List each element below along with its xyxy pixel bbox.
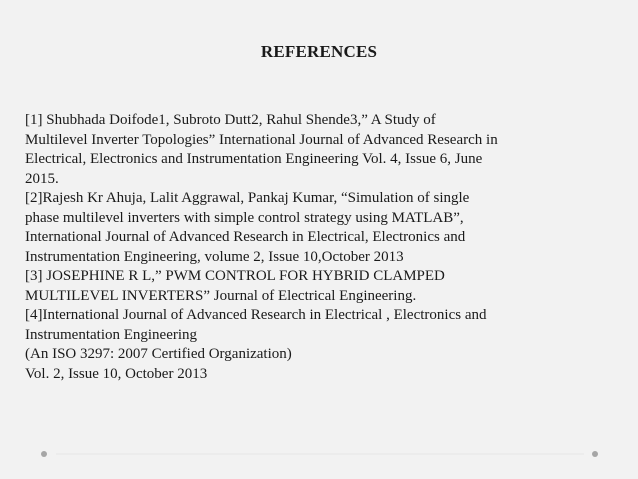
reference-line: Instrumentation Engineering, volume 2, Issue 10,October 2013	[25, 248, 404, 265]
reference-line: [1] Shubhada Doifode1, Subroto Dutt2, Rahul Shende3,” A Study of	[25, 112, 436, 128]
reference-line: (An ISO 3297: 2007 Certified Organization)	[25, 346, 292, 362]
reference-line: 2015.	[25, 170, 59, 187]
reference-line: phase multilevel inverters with simple control strategy using MATLAB”,	[25, 209, 464, 226]
reference-line: [2]Rajesh Kr Ahuja, Lalit Aggrawal, Pankaj Kumar, “Simulation of single	[25, 190, 470, 206]
reference-line: Vol. 2, Issue 10, October 2013	[25, 365, 208, 382]
reference-line: International Journal of Advanced Research in Electrical, Electronics and	[25, 229, 466, 245]
footer-dot-right-icon	[592, 451, 598, 457]
reference-line: Multilevel Inverter Topologies” International Journal of Advanced Research in	[25, 131, 498, 148]
reference-line: MULTILEVEL INVERTERS” Journal of Electrical Engineering.	[25, 287, 417, 304]
footer-divider	[56, 453, 584, 455]
footer-dot-left-icon	[41, 451, 47, 457]
references-list	[25, 111, 620, 384]
reference-line: Instrumentation Engineering	[25, 326, 198, 343]
reference-line: [4]International Journal of Advanced Research in Electrical , Electronics and	[25, 307, 487, 323]
slide-title: REFERENCES	[260, 42, 378, 61]
reference-line: Electrical, Electronics and Instrumentation Engineering Vol. 4, Issue 6, June	[25, 151, 483, 167]
reference-line: [3] JOSEPHINE R L,” PWM CONTROL FOR HYBRID CLAMPED	[25, 268, 445, 284]
